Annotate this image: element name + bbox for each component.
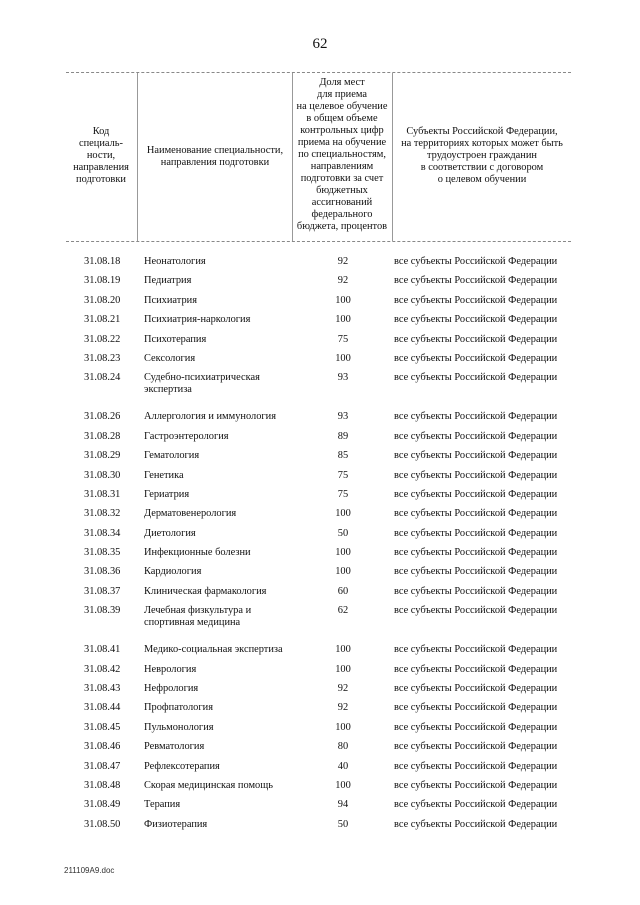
- header-code-line: специаль-: [79, 138, 123, 149]
- header-code-line: Код: [92, 126, 110, 137]
- table-row: [0, 334, 640, 353]
- header-share-line: по специальностям,: [298, 149, 386, 160]
- cell-subjects: все субъекты Российской Федерации: [394, 760, 558, 772]
- header-share-line: бюджета, процентов: [296, 221, 388, 232]
- cell-name: [144, 741, 294, 753]
- cell-code: 31.08.34: [84, 527, 121, 539]
- table-row: [0, 431, 640, 450]
- cell-share: 62: [337, 605, 349, 617]
- cell-name-line: Рефлексотерапия: [144, 760, 220, 772]
- cell-name-line: Неврология: [144, 663, 197, 675]
- header-share: [293, 77, 391, 233]
- cell-name-line: Клиническая фармакология: [144, 585, 267, 597]
- cell-code: 31.08.39: [84, 605, 121, 617]
- header-bottom-rule: [66, 241, 571, 242]
- cell-name-line: Ревматология: [144, 741, 205, 753]
- table-row: [0, 780, 640, 799]
- cell-name-line: Генетика: [144, 469, 184, 481]
- table-row: [0, 547, 640, 566]
- cell-name: [144, 470, 294, 482]
- table-row: [0, 508, 640, 527]
- cell-name: [144, 353, 294, 365]
- cell-subjects: все субъекты Российской Федерации: [394, 663, 558, 675]
- header-top-rule: [66, 72, 571, 73]
- cell-code: 31.08.50: [84, 818, 121, 830]
- cell-subjects: все субъекты Российской Федерации: [394, 547, 558, 559]
- cell-subjects: все субъекты Российской Федерации: [394, 372, 558, 384]
- cell-name: [144, 761, 294, 773]
- cell-name: [144, 664, 294, 676]
- cell-subjects: все субъекты Российской Федерации: [394, 275, 558, 287]
- cell-code: 31.08.47: [84, 760, 121, 772]
- cell-subjects: все субъекты Российской Федерации: [394, 585, 558, 597]
- cell-subjects: все субъекты Российской Федерации: [394, 741, 558, 753]
- table-row: [0, 761, 640, 780]
- cell-subjects: все субъекты Российской Федерации: [394, 605, 558, 617]
- header-code-line: направления: [73, 162, 129, 173]
- cell-subjects: все субъекты Российской Федерации: [394, 721, 558, 733]
- cell-subjects: все субъекты Российской Федерации: [394, 818, 558, 830]
- cell-name: [144, 566, 294, 578]
- cell-share: 50: [337, 818, 349, 830]
- cell-share: 100: [335, 779, 351, 791]
- cell-subjects: все субъекты Российской Федерации: [394, 352, 558, 364]
- cell-share: 100: [335, 566, 351, 578]
- cell-subjects: все субъекты Российской Федерации: [394, 644, 558, 656]
- cell-code: 31.08.19: [84, 275, 121, 287]
- cell-name: [144, 489, 294, 501]
- cell-code: 31.08.45: [84, 721, 121, 733]
- header-share-line: ассигнований: [311, 197, 373, 208]
- cell-code: 31.08.36: [84, 566, 121, 578]
- table-row: [0, 586, 640, 605]
- cell-subjects: все субъекты Российской Федерации: [394, 702, 558, 714]
- header-share-line: в общем объеме: [306, 113, 378, 124]
- cell-code: 31.08.41: [84, 644, 121, 656]
- cell-code: 31.08.29: [84, 450, 121, 462]
- cell-name: [144, 644, 294, 656]
- header-share-line: на целевое обучение: [296, 101, 388, 112]
- header-share-line: подготовки за счет: [300, 173, 384, 184]
- cell-share: 80: [337, 741, 349, 753]
- header-code-line: ности,: [86, 150, 116, 161]
- table-row: [0, 566, 640, 585]
- table-row: [0, 353, 640, 372]
- cell-name-line: Сексология: [144, 352, 196, 364]
- cell-name: [144, 722, 294, 734]
- header-name: [139, 145, 291, 169]
- cell-code: 31.08.48: [84, 779, 121, 791]
- cell-share: 100: [335, 644, 351, 656]
- cell-code: 31.08.31: [84, 488, 121, 500]
- cell-name-line: спортивная медицина: [144, 617, 241, 629]
- cell-name: [144, 372, 294, 396]
- cell-share: 93: [337, 372, 349, 384]
- header-share-line: приема на обучение: [297, 137, 387, 148]
- table-body: [0, 256, 640, 838]
- cell-name: [144, 586, 294, 598]
- page-number: 62: [312, 36, 328, 52]
- cell-name-line: Гастроэнтерология: [144, 430, 229, 442]
- table-row: [0, 295, 640, 314]
- cell-name: [144, 780, 294, 792]
- header-share-line: федерального: [311, 209, 373, 220]
- header-code-line: подготовки: [76, 174, 126, 185]
- cell-subjects: все субъекты Российской Федерации: [394, 333, 558, 345]
- cell-name: [144, 334, 294, 346]
- cell-name-line: Кардиология: [144, 566, 202, 578]
- cell-share: 75: [337, 333, 349, 345]
- cell-name-line: Лечебная физкультура и: [144, 605, 252, 617]
- cell-code: 31.08.28: [84, 430, 121, 442]
- cell-name-line: Психиатрия-наркология: [144, 314, 251, 326]
- table-row: [0, 256, 640, 275]
- table-row: [0, 528, 640, 547]
- table-row: [0, 722, 640, 741]
- cell-share: 89: [337, 430, 349, 442]
- cell-name-line: Аллергология и иммунология: [144, 411, 276, 423]
- header-subjects-line: о целевом обучении: [437, 174, 527, 185]
- table-row: [0, 702, 640, 721]
- cell-code: 31.08.44: [84, 702, 121, 714]
- cell-name-line: Гериатрия: [144, 488, 190, 500]
- cell-subjects: все субъекты Российской Федерации: [394, 256, 558, 267]
- cell-share: 100: [335, 663, 351, 675]
- cell-code: 31.08.23: [84, 352, 121, 364]
- header-share-line: направлениям: [310, 161, 374, 172]
- cell-share: 100: [335, 547, 351, 559]
- cell-name-line: Неонатология: [144, 256, 206, 267]
- cell-name-line: Судебно-психиатрическая: [144, 372, 260, 384]
- header-subjects-line: трудоустроен гражданин: [427, 150, 537, 161]
- header-subjects-line: в соответствии с договором: [420, 162, 544, 173]
- cell-subjects: все субъекты Российской Федерации: [394, 566, 558, 578]
- header-name-line: направления подготовки: [160, 157, 270, 168]
- cell-share: 40: [337, 760, 349, 772]
- cell-name-line: Психотерапия: [144, 333, 207, 345]
- cell-name: [144, 528, 294, 540]
- cell-share: 50: [337, 527, 349, 539]
- cell-code: 31.08.46: [84, 741, 121, 753]
- cell-code: 31.08.22: [84, 333, 121, 345]
- cell-share: 100: [335, 721, 351, 733]
- header-share-line: контрольных цифр: [300, 125, 384, 136]
- table-row: [0, 605, 640, 644]
- cell-share: 93: [337, 411, 349, 423]
- cell-subjects: все субъекты Российской Федерации: [394, 799, 558, 811]
- cell-subjects: все субъекты Российской Федерации: [394, 488, 558, 500]
- cell-share: 100: [335, 314, 351, 326]
- cell-share: 92: [337, 275, 349, 287]
- header-share-line: Доля мест: [319, 77, 365, 88]
- table-row: [0, 470, 640, 489]
- cell-name: [144, 411, 294, 423]
- cell-share: 100: [335, 508, 351, 520]
- cell-code: 31.08.49: [84, 799, 121, 811]
- cell-share: 75: [337, 469, 349, 481]
- cell-name: [144, 605, 294, 629]
- cell-name: [144, 799, 294, 811]
- cell-code: 31.08.37: [84, 585, 121, 597]
- cell-code: 31.08.32: [84, 508, 121, 520]
- cell-subjects: все субъекты Российской Федерации: [394, 527, 558, 539]
- header-share-line: бюджетных: [316, 185, 368, 196]
- cell-name-line: Дерматовенерология: [144, 508, 237, 520]
- table-row: [0, 799, 640, 818]
- cell-code: 31.08.20: [84, 294, 121, 306]
- cell-share: 85: [337, 450, 349, 462]
- table-row: [0, 411, 640, 430]
- cell-name-line: Терапия: [144, 799, 181, 811]
- cell-code: 31.08.18: [84, 256, 121, 267]
- cell-name-line: Педиатрия: [144, 275, 192, 287]
- cell-subjects: все субъекты Российской Федерации: [394, 779, 558, 791]
- cell-subjects: все субъекты Российской Федерации: [394, 411, 558, 423]
- cell-share: 92: [337, 683, 349, 695]
- cell-code: 31.08.26: [84, 411, 121, 423]
- table-row: [0, 819, 640, 838]
- cell-name: [144, 256, 294, 268]
- cell-share: 92: [337, 702, 349, 714]
- cell-code: 31.08.42: [84, 663, 121, 675]
- cell-subjects: все субъекты Российской Федерации: [394, 508, 558, 520]
- cell-code: 31.08.21: [84, 314, 121, 326]
- cell-name: [144, 547, 294, 559]
- cell-name: [144, 295, 294, 307]
- cell-share: 100: [335, 294, 351, 306]
- cell-name-line: Медико-социальная экспертиза: [144, 644, 283, 656]
- cell-name-line: Профпатология: [144, 702, 213, 714]
- cell-subjects: все субъекты Российской Федерации: [394, 683, 558, 695]
- table-row: [0, 275, 640, 294]
- table-row: [0, 644, 640, 663]
- header-name-line: Наименование специальности,: [146, 145, 284, 156]
- table-row: [0, 372, 640, 411]
- cell-name-line: Скорая медицинская помощь: [144, 779, 273, 791]
- cell-subjects: все субъекты Российской Федерации: [394, 314, 558, 326]
- cell-name-line: Пульмонология: [144, 721, 214, 733]
- cell-name-line: Нефрология: [144, 683, 199, 695]
- cell-name: [144, 702, 294, 714]
- table-row: [0, 683, 640, 702]
- cell-name: [144, 450, 294, 462]
- cell-name: [144, 819, 294, 831]
- table-row: [0, 450, 640, 469]
- cell-name: [144, 275, 294, 287]
- cell-name-line: Психиатрия: [144, 294, 197, 306]
- cell-name: [144, 508, 294, 520]
- cell-code: 31.08.43: [84, 683, 121, 695]
- header-code: [66, 126, 136, 186]
- cell-subjects: все субъекты Российской Федерации: [394, 469, 558, 481]
- cell-name-line: Гематология: [144, 450, 200, 462]
- table-row: [0, 314, 640, 333]
- cell-code: 31.08.24: [84, 372, 121, 384]
- header-subjects-line: Субъекты Российской Федерации,: [406, 126, 558, 137]
- cell-name: [144, 431, 294, 443]
- cell-share: 92: [337, 256, 349, 267]
- cell-share: 100: [335, 352, 351, 364]
- cell-code: 31.08.35: [84, 547, 121, 559]
- cell-code: 31.08.30: [84, 469, 121, 481]
- cell-name: [144, 683, 294, 695]
- table-row: [0, 741, 640, 760]
- header-divider-1: [137, 73, 138, 241]
- cell-subjects: все субъекты Российской Федерации: [394, 450, 558, 462]
- cell-share: 60: [337, 585, 349, 597]
- header-subjects-line: на территориях которых может быть: [401, 138, 563, 149]
- table-row: [0, 489, 640, 508]
- cell-name-line: Диетология: [144, 527, 196, 539]
- cell-name: [144, 314, 294, 326]
- cell-share: 94: [337, 799, 349, 811]
- cell-subjects: все субъекты Российской Федерации: [394, 430, 558, 442]
- cell-subjects: все субъекты Российской Федерации: [394, 294, 558, 306]
- cell-name-line: Инфекционные болезни: [144, 547, 251, 559]
- header-subjects: [393, 126, 571, 186]
- cell-share: 75: [337, 488, 349, 500]
- cell-name-line: Физиотерапия: [144, 818, 208, 830]
- footer-filename: 211109A9.doc: [64, 866, 115, 875]
- header-share-line: для приема: [317, 89, 367, 100]
- table-row: [0, 664, 640, 683]
- cell-name-line: экспертиза: [144, 384, 192, 396]
